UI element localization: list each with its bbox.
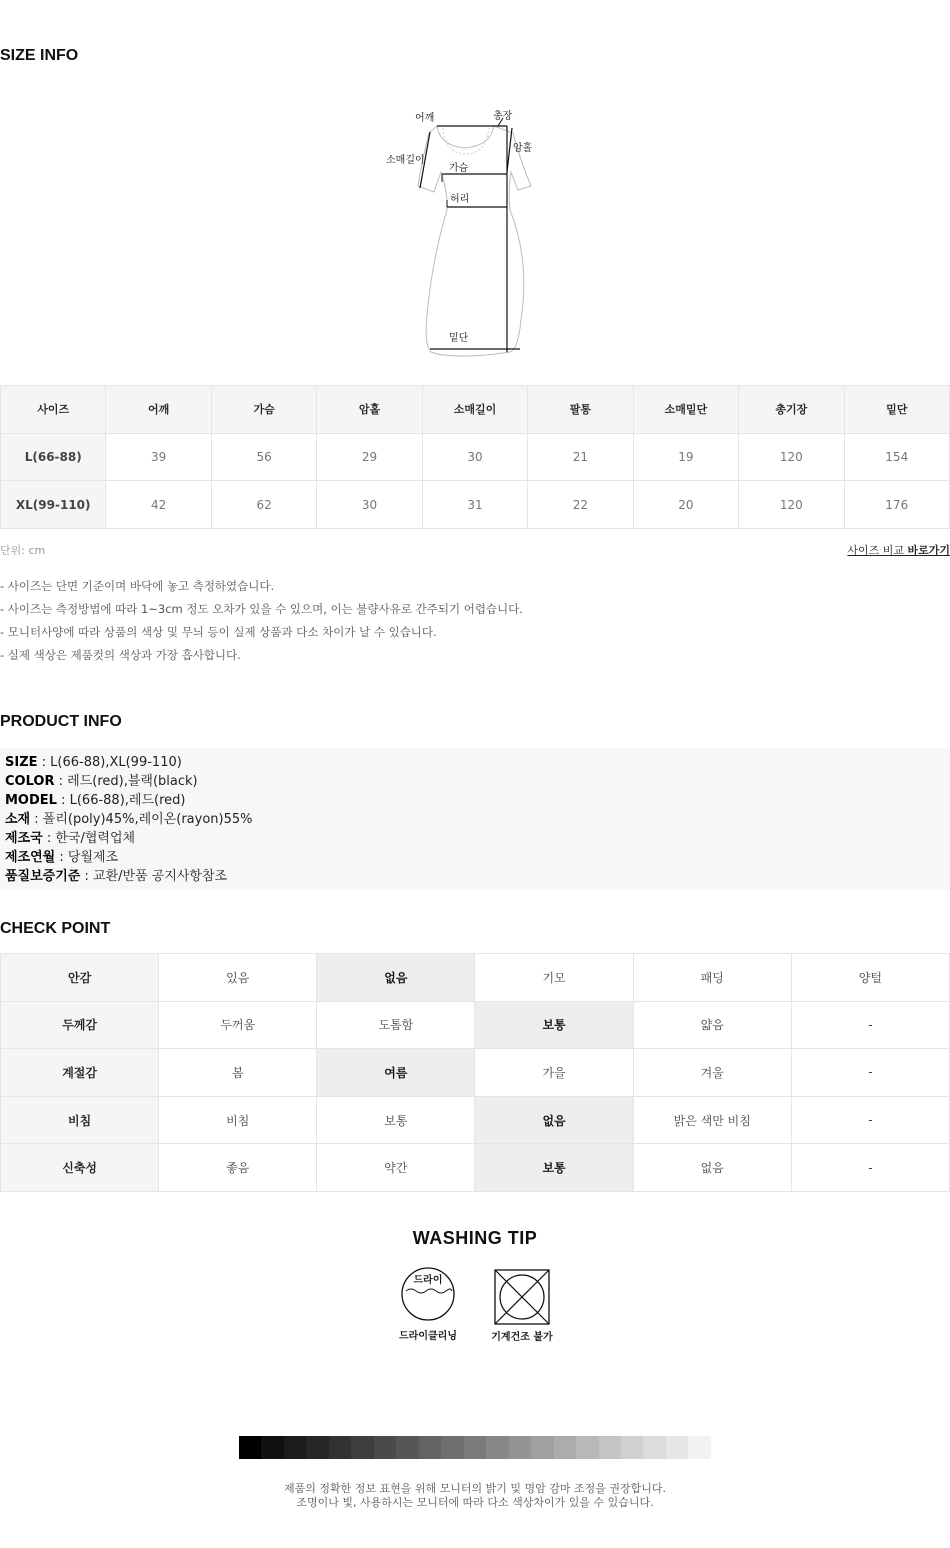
gray-swatch — [329, 1436, 351, 1459]
gray-swatch — [599, 1436, 621, 1459]
label-shoulder: 어깨 — [415, 113, 435, 124]
gray-swatch — [621, 1436, 643, 1459]
product-info-label: 품질보증기준 — [5, 869, 81, 884]
product-info-separator: : — [42, 831, 56, 846]
washing-tip-title: WASHING TIP — [412, 1228, 538, 1248]
gray-swatch — [351, 1436, 373, 1459]
product-info-value: 한국/협력업체 — [55, 831, 136, 846]
size-compare-prefix: 사이즈 비교 — [847, 544, 908, 557]
size-table-header-cell: 가슴 — [211, 386, 316, 434]
size-table-header-cell: 암홀 — [317, 386, 422, 434]
size-table-size-cell: XL(99-110) — [1, 481, 106, 529]
gray-swatch — [464, 1436, 486, 1459]
gray-swatch — [239, 1436, 261, 1459]
size-table-header-cell: 사이즈 — [1, 386, 106, 434]
product-info-value: 레드(red),블랙(black) — [67, 774, 198, 789]
size-table-cell: 176 — [844, 481, 950, 529]
check-point-option-selected: 없음 — [475, 1096, 633, 1144]
unit-label: 단위: cm — [0, 544, 46, 557]
check-point-option: 얇음 — [633, 1001, 791, 1049]
product-info-separator: : — [30, 812, 43, 827]
size-table-cell: 22 — [528, 481, 633, 529]
check-point-label: 계절감 — [1, 1049, 159, 1097]
gray-swatch — [261, 1436, 283, 1459]
dry-clean-icon-text: 드라이 — [413, 1275, 443, 1286]
gray-scale-bar — [239, 1436, 711, 1459]
size-table-cell: 30 — [422, 433, 527, 481]
product-info-row — [5, 810, 945, 829]
check-point-option: 가을 — [475, 1049, 633, 1097]
product-info-title: PRODUCT INFO — [0, 713, 122, 730]
size-table-header-cell: 소매길이 — [422, 386, 527, 434]
product-info-separator: : — [54, 774, 68, 789]
check-point-label: 두께감 — [1, 1001, 159, 1049]
check-point-option: - — [791, 1001, 949, 1049]
label-armhole: 암홀 — [513, 143, 533, 154]
product-info-label: 제조연월 — [5, 850, 56, 865]
product-info-label: MODEL — [5, 793, 57, 808]
product-info-value: L(66-88),XL(99-110) — [50, 755, 182, 770]
size-table-cell: 154 — [844, 433, 950, 481]
size-table — [0, 385, 950, 529]
gray-swatch — [688, 1436, 710, 1459]
washing-item-no-tumble-dry — [484, 1267, 560, 1343]
size-table-header-cell: 밑단 — [844, 386, 950, 434]
size-note: - 실제 색상은 제품컷의 색상과 가장 흡사합니다. — [0, 648, 241, 662]
gray-swatch — [284, 1436, 306, 1459]
gray-swatch — [419, 1436, 441, 1459]
check-point-option: 좋음 — [159, 1144, 317, 1192]
check-point-row — [1, 954, 950, 1002]
size-table-cell: 19 — [633, 433, 738, 481]
size-table-header-cell: 팔통 — [528, 386, 633, 434]
product-info-box — [0, 748, 950, 890]
gray-swatch — [374, 1436, 396, 1459]
check-point-option: 약간 — [317, 1144, 475, 1192]
size-table-row — [1, 433, 950, 481]
check-point-option-selected: 보통 — [475, 1144, 633, 1192]
dry-clean-label: 드라이클리닝 — [399, 1331, 457, 1342]
dry-clean-icon — [400, 1265, 456, 1323]
no-tumble-dry-icon — [492, 1267, 552, 1327]
product-info-label: SIZE — [5, 755, 38, 770]
size-note: - 모니터사양에 따라 상품의 색상 및 무늬 등이 실제 상품과 다소 차이가 날 수 있습니다. — [0, 625, 437, 639]
product-info-value: L(66-88),레드(red) — [69, 793, 186, 808]
check-point-option: - — [791, 1049, 949, 1097]
size-info-title: SIZE INFO — [0, 47, 79, 64]
check-point-option: - — [791, 1096, 949, 1144]
product-info-value: 교환/반품 공지사항참조 — [93, 869, 228, 884]
size-table-cell: 21 — [528, 433, 633, 481]
check-point-table — [0, 953, 950, 1192]
product-info-value: 폴리(poly)45%,레이온(rayon)55% — [42, 812, 253, 827]
monitor-notice-line-2: 조명이나 빛, 사용하시는 모니터에 따라 다소 색상차이가 있을 수 있습니다. — [296, 1496, 654, 1509]
monitor-notice-line-1: 제품의 정확한 정보 표현을 위해 모니터의 밝기 및 명암 감마 조정을 권장합니다. — [284, 1482, 666, 1495]
check-point-option: 보통 — [317, 1096, 475, 1144]
product-info-label: 소재 — [5, 812, 31, 827]
check-point-row — [1, 1144, 950, 1192]
label-length: 총장 — [493, 111, 513, 122]
size-table-cell: 56 — [211, 433, 316, 481]
label-waist: 허리 — [450, 194, 470, 205]
check-point-label: 안감 — [1, 954, 159, 1002]
gray-swatch — [531, 1436, 553, 1459]
check-point-row — [1, 1049, 950, 1097]
size-table-cell: 120 — [739, 481, 844, 529]
check-point-option: 밝은 색만 비침 — [633, 1096, 791, 1144]
monitor-notice — [0, 1482, 950, 1510]
size-compare-link-label: 바로가기 — [907, 544, 950, 557]
check-point-label: 비침 — [1, 1096, 159, 1144]
product-info-row — [5, 867, 945, 886]
product-info-label: 제조국 — [5, 831, 43, 846]
check-point-row — [1, 1096, 950, 1144]
size-note: - 사이즈는 측정방법에 따라 1~3cm 정도 오차가 있을 수 있으며, 이는 불량사유로 간주되기 어렵습니다. — [0, 602, 523, 616]
check-point-option: 도톰함 — [317, 1001, 475, 1049]
gray-swatch — [306, 1436, 328, 1459]
gray-swatch — [666, 1436, 688, 1459]
gray-swatch — [486, 1436, 508, 1459]
size-table-cell: 120 — [739, 433, 844, 481]
check-point-row — [1, 1001, 950, 1049]
product-info-row — [5, 753, 945, 772]
product-info-row — [5, 772, 945, 791]
check-point-option: 양털 — [791, 954, 949, 1002]
size-table-cell: 29 — [317, 433, 422, 481]
dress-size-diagram — [380, 100, 550, 362]
product-info-row — [5, 848, 945, 867]
size-table-header-cell: 총기장 — [739, 386, 844, 434]
size-table-header-cell: 소매밑단 — [633, 386, 738, 434]
product-info-separator: : — [37, 755, 51, 770]
gray-swatch — [509, 1436, 531, 1459]
check-point-option: 있음 — [159, 954, 317, 1002]
check-point-option-selected: 여름 — [317, 1049, 475, 1097]
gray-swatch — [576, 1436, 598, 1459]
check-point-option: 기모 — [475, 954, 633, 1002]
size-table-cell: 31 — [422, 481, 527, 529]
gray-swatch — [554, 1436, 576, 1459]
no-tumble-dry-label: 기계건조 불가 — [491, 1332, 553, 1343]
size-compare-link[interactable] — [847, 542, 950, 558]
size-table-cell: 39 — [106, 433, 211, 481]
check-point-option: 없음 — [633, 1144, 791, 1192]
check-point-option: 두꺼움 — [159, 1001, 317, 1049]
product-info-separator: : — [56, 793, 70, 808]
check-point-option: 겨울 — [633, 1049, 791, 1097]
check-point-label: 신축성 — [1, 1144, 159, 1192]
product-info-label: COLOR — [5, 774, 55, 789]
size-note: - 사이즈는 단면 기준이며 바닥에 놓고 측정하였습니다. — [0, 579, 275, 593]
check-point-option: 패딩 — [633, 954, 791, 1002]
check-point-option: - — [791, 1144, 949, 1192]
gray-swatch — [643, 1436, 665, 1459]
check-point-title: CHECK POINT — [0, 920, 111, 937]
size-table-row — [1, 481, 950, 529]
size-table-cell: 62 — [211, 481, 316, 529]
product-info-row — [5, 829, 945, 848]
product-info-row — [5, 791, 945, 810]
check-point-option: 봄 — [159, 1049, 317, 1097]
label-chest: 가슴 — [449, 163, 469, 174]
product-info-separator: : — [55, 850, 68, 865]
check-point-option: 비침 — [159, 1096, 317, 1144]
size-table-cell: 20 — [633, 481, 738, 529]
size-notes — [0, 575, 523, 667]
size-table-size-cell: L(66-88) — [1, 433, 106, 481]
check-point-option-selected: 보통 — [475, 1001, 633, 1049]
gray-swatch — [441, 1436, 463, 1459]
label-hem: 밑단 — [449, 333, 469, 344]
size-table-header-row — [1, 386, 950, 434]
product-info-separator: : — [80, 869, 94, 884]
washing-item-dry-clean — [390, 1265, 466, 1342]
product-info-value: 당월제조 — [67, 850, 119, 865]
size-table-cell: 42 — [106, 481, 211, 529]
size-table-header-cell: 어깨 — [106, 386, 211, 434]
gray-swatch — [396, 1436, 418, 1459]
label-sleeve-length: 소매길이 — [386, 155, 425, 166]
size-table-cell: 30 — [317, 481, 422, 529]
check-point-option-selected: 없음 — [317, 954, 475, 1002]
